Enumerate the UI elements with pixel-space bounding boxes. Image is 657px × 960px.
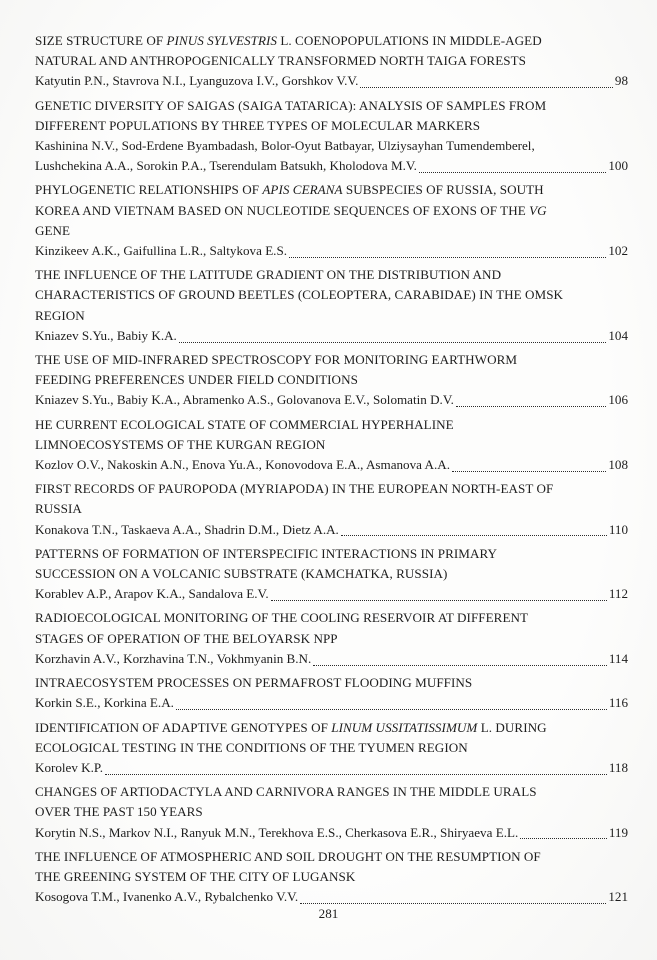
entry-title-line	[35, 180, 628, 200]
entry-author-line	[35, 584, 628, 604]
entry-page-number: 98	[614, 73, 628, 89]
entry-title-line	[35, 802, 628, 822]
title-text: NATURAL AND ANTHROPOGENICALLY TRANSFORMED NORTH TAIGA FORESTS	[35, 53, 526, 69]
dot-leader	[452, 455, 606, 472]
toc-entry	[35, 265, 628, 346]
entry-author-line	[35, 693, 628, 713]
title-text: IDENTIFICATION OF ADAPTIVE GENOTYPES OF	[35, 719, 332, 735]
entry-title	[35, 673, 628, 693]
author-names: Katyutin P.N., Stavrova N.I., Lyanguzova I.V., Gorshkov V.V.	[35, 73, 359, 89]
entry-title-line	[35, 370, 628, 390]
title-text: CHARACTERISTICS OF GROUND BEETLES (COLEOPTERA, CARABIDAE) IN THE OMSK	[35, 287, 564, 303]
entry-page-number: 104	[608, 327, 628, 343]
species-name-italic: APIS CERANA	[262, 182, 343, 198]
entry-title-line	[35, 285, 628, 305]
entry-title-line	[35, 673, 628, 693]
entry-title-line	[35, 782, 628, 802]
entry-title	[35, 96, 628, 136]
author-names: Kinzikeev A.K., Gaifullina L.R., Saltykova E.S.	[35, 243, 288, 259]
toc-entry	[35, 180, 628, 261]
title-text: THE USE OF MID-INFRARED SPECTROSCOPY FOR MONITORING EARTHWORM	[35, 352, 518, 368]
dot-leader	[456, 390, 607, 407]
entry-author-line	[35, 390, 628, 410]
title-text: RADIOECOLOGICAL MONITORING OF THE COOLING RESERVOIR AT DIFFERENT	[35, 610, 529, 626]
dot-leader	[105, 758, 607, 775]
entry-page-number: 121	[608, 889, 628, 905]
toc-entry	[35, 479, 628, 540]
author-names: Korkin S.E., Korkina E.A.	[35, 695, 174, 711]
title-text: L. COENOPOPULATIONS IN MIDDLE-AGED	[277, 33, 542, 48]
entry-title-line	[35, 544, 628, 564]
entry-authors	[35, 649, 628, 669]
entry-author-line	[35, 326, 628, 346]
entry-author-line	[35, 241, 628, 261]
entry-page-number: 102	[608, 243, 628, 259]
species-name-italic: PINUS SYLVESTRIS	[166, 33, 278, 48]
dot-leader	[341, 520, 607, 537]
entry-authors	[35, 823, 628, 843]
author-names: Kniazev S.Yu., Babiy K.A.	[35, 327, 177, 343]
entry-title	[35, 265, 628, 326]
entry-author-line	[35, 649, 628, 669]
author-names: Kniazev S.Yu., Babiy K.A., Abramenko A.S., Golovanova E.V., Solomatin D.V.	[35, 392, 454, 408]
toc-entry	[35, 31, 628, 92]
entry-title-line	[35, 51, 628, 71]
entry-authors	[35, 241, 628, 261]
entry-title-line	[35, 867, 628, 887]
author-names: Korzhavin A.V., Korzhavina T.N., Vokhmyanin B.N.	[35, 650, 312, 666]
title-text: INTRAECOSYSTEM PROCESSES ON PERMAFROST FLOODING MUFFINS	[35, 675, 473, 691]
title-text: ECOLOGICAL TESTING IN THE CONDITIONS OF THE TYUMEN REGION	[35, 739, 468, 755]
entry-authors	[35, 136, 628, 176]
page-footer	[0, 906, 657, 922]
entry-title-line	[35, 350, 628, 370]
page-number: 281	[318, 906, 339, 921]
entry-title-line	[35, 116, 628, 136]
entry-author-line	[35, 156, 628, 176]
entry-page-number: 114	[608, 650, 628, 666]
title-text: REGION	[35, 307, 85, 323]
author-names: Korablev A.P., Arapov K.A., Sandalova E.V.	[35, 586, 269, 602]
author-names: Korolev K.P.	[35, 759, 104, 775]
entry-title-line	[35, 479, 628, 499]
entry-author-line	[35, 136, 628, 156]
toc-entry	[35, 544, 628, 605]
entry-authors	[35, 758, 628, 778]
title-text: STAGES OF OPERATION OF THE BELOYARSK NPP	[35, 630, 338, 646]
dot-leader	[360, 71, 612, 88]
dot-leader	[176, 693, 607, 710]
dot-leader	[419, 156, 606, 173]
entry-page-number: 108	[608, 457, 628, 473]
entry-authors	[35, 390, 628, 410]
title-text: SIZE STRUCTURE OF	[35, 33, 167, 48]
title-text: THE GREENING SYSTEM OF THE CITY OF LUGANSK	[35, 868, 356, 884]
entry-page-number: 110	[608, 521, 628, 537]
title-text: SUCCESSION ON A VOLCANIC SUBSTRATE (KAMCHATKA, RUSSIA)	[35, 566, 448, 582]
title-text: OVER THE PAST 150 YEARS	[35, 804, 203, 820]
entry-author-line	[35, 520, 628, 540]
toc-entry	[35, 673, 628, 713]
entry-title-line	[35, 306, 628, 326]
entry-authors	[35, 693, 628, 713]
entry-title	[35, 782, 628, 822]
title-text: PATTERNS OF FORMATION OF INTERSPECIFIC INTERACTIONS IN PRIMARY	[35, 545, 498, 561]
title-text: L. DURING	[477, 719, 547, 735]
entry-title-line	[35, 201, 628, 221]
species-name-italic: VG	[529, 202, 547, 218]
toc-entry	[35, 718, 628, 779]
entry-authors	[35, 520, 628, 540]
toc-entry	[35, 782, 628, 843]
entry-title	[35, 544, 628, 584]
toc-entry	[35, 608, 628, 669]
title-text: GENE	[35, 222, 71, 238]
author-names: Konakova T.N., Taskaeva A.A., Shadrin D.M., Dietz A.A.	[35, 521, 339, 537]
entry-title-line	[35, 31, 628, 51]
author-names: Korytin N.S., Markov N.I., Ranyuk M.N., Terekhova E.S., Cherkasova E.R., Shiryaeva E.L.	[35, 824, 519, 840]
entry-title-line	[35, 738, 628, 758]
entry-author-line	[35, 455, 628, 475]
toc-entry	[35, 350, 628, 411]
entry-authors	[35, 71, 628, 91]
title-text: KOREA AND VIETNAM BASED ON NUCLEOTIDE SEQUENCES OF EXONS OF THE	[35, 202, 530, 218]
entry-authors	[35, 887, 628, 907]
toc-entry	[35, 96, 628, 177]
species-name-italic: LINUM USSITATISSIMUM	[331, 719, 478, 735]
title-text: THE INFLUENCE OF THE LATITUDE GRADIENT ON THE DISTRIBUTION AND	[35, 267, 502, 283]
entry-title	[35, 180, 628, 241]
toc-list	[35, 31, 628, 911]
entry-title-line	[35, 96, 628, 116]
entry-page-number: 118	[608, 759, 628, 775]
title-text: PHYLOGENETIC RELATIONSHIPS OF	[35, 182, 263, 198]
entry-title-line	[35, 435, 628, 455]
title-text: FIRST RECORDS OF PAUROPODA (MYRIAPODA) IN THE EUROPEAN NORTH-EAST OF	[35, 481, 554, 497]
author-names: Lushchekina A.A., Sorokin P.A., Tserendulam Batsukh, Kholodova M.V.	[35, 158, 417, 174]
entry-title-line	[35, 629, 628, 649]
entry-title	[35, 479, 628, 519]
entry-title-line	[35, 415, 628, 435]
entry-author-line	[35, 71, 628, 91]
dot-leader	[300, 887, 606, 904]
toc-entry	[35, 415, 628, 476]
author-names: Kosogova T.M., Ivanenko A.V., Rybalchenko V.V.	[35, 889, 299, 905]
dot-leader	[179, 326, 607, 343]
title-text: RUSSIA	[35, 501, 82, 517]
entry-authors	[35, 584, 628, 604]
title-text: DIFFERENT POPULATIONS BY THREE TYPES OF MOLECULAR MARKERS	[35, 117, 481, 133]
toc-entry	[35, 847, 628, 908]
dot-leader	[271, 584, 607, 601]
entry-title	[35, 718, 628, 758]
dot-leader	[520, 823, 607, 840]
author-names: Kashinina N.V., Sod-Erdene Byambadash, Bolor-Oyut Batbayar, Ulziysayhan Tumendemberel,	[35, 138, 535, 154]
entry-title	[35, 415, 628, 455]
entry-page-number: 112	[608, 586, 628, 602]
entry-page-number: 116	[608, 695, 628, 711]
entry-title-line	[35, 265, 628, 285]
entry-authors	[35, 326, 628, 346]
entry-authors	[35, 455, 628, 475]
entry-title-line	[35, 564, 628, 584]
title-text: HE CURRENT ECOLOGICAL STATE OF COMMERCIAL HYPERHALINE	[35, 416, 454, 432]
entry-page-number: 119	[608, 824, 628, 840]
title-text: LIMNOECOSYSTEMS OF THE KURGAN REGION	[35, 436, 326, 452]
entry-title-line	[35, 608, 628, 628]
entry-page-number: 100	[608, 158, 628, 174]
entry-title-line	[35, 221, 628, 241]
entry-author-line	[35, 887, 628, 907]
entry-author-line	[35, 823, 628, 843]
title-text: CHANGES OF ARTIODACTYLA AND CARNIVORA RANGES IN THE MIDDLE URALS	[35, 784, 537, 800]
entry-title	[35, 350, 628, 390]
author-names: Kozlov O.V., Nakoskin A.N., Enova Yu.A., Konovodova E.A., Asmanova A.A.	[35, 457, 450, 473]
entry-page-number: 106	[608, 392, 628, 408]
entry-title	[35, 608, 628, 648]
entry-title-line	[35, 499, 628, 519]
entry-title-line	[35, 718, 628, 738]
dot-leader	[313, 649, 607, 666]
entry-title	[35, 847, 628, 887]
title-text: GENETIC DIVERSITY OF SAIGAS (SAIGA TATARICA): ANALYSIS OF SAMPLES FROM	[35, 97, 547, 113]
title-text: THE INFLUENCE OF ATMOSPHERIC AND SOIL DROUGHT ON THE RESUMPTION OF	[35, 848, 541, 864]
title-text: SUBSPECIES OF RUSSIA, SOUTH	[342, 182, 544, 198]
title-text: FEEDING PREFERENCES UNDER FIELD CONDITIONS	[35, 372, 358, 388]
dot-leader	[289, 241, 606, 258]
entry-title	[35, 31, 628, 71]
entry-title-line	[35, 847, 628, 867]
entry-author-line	[35, 758, 628, 778]
